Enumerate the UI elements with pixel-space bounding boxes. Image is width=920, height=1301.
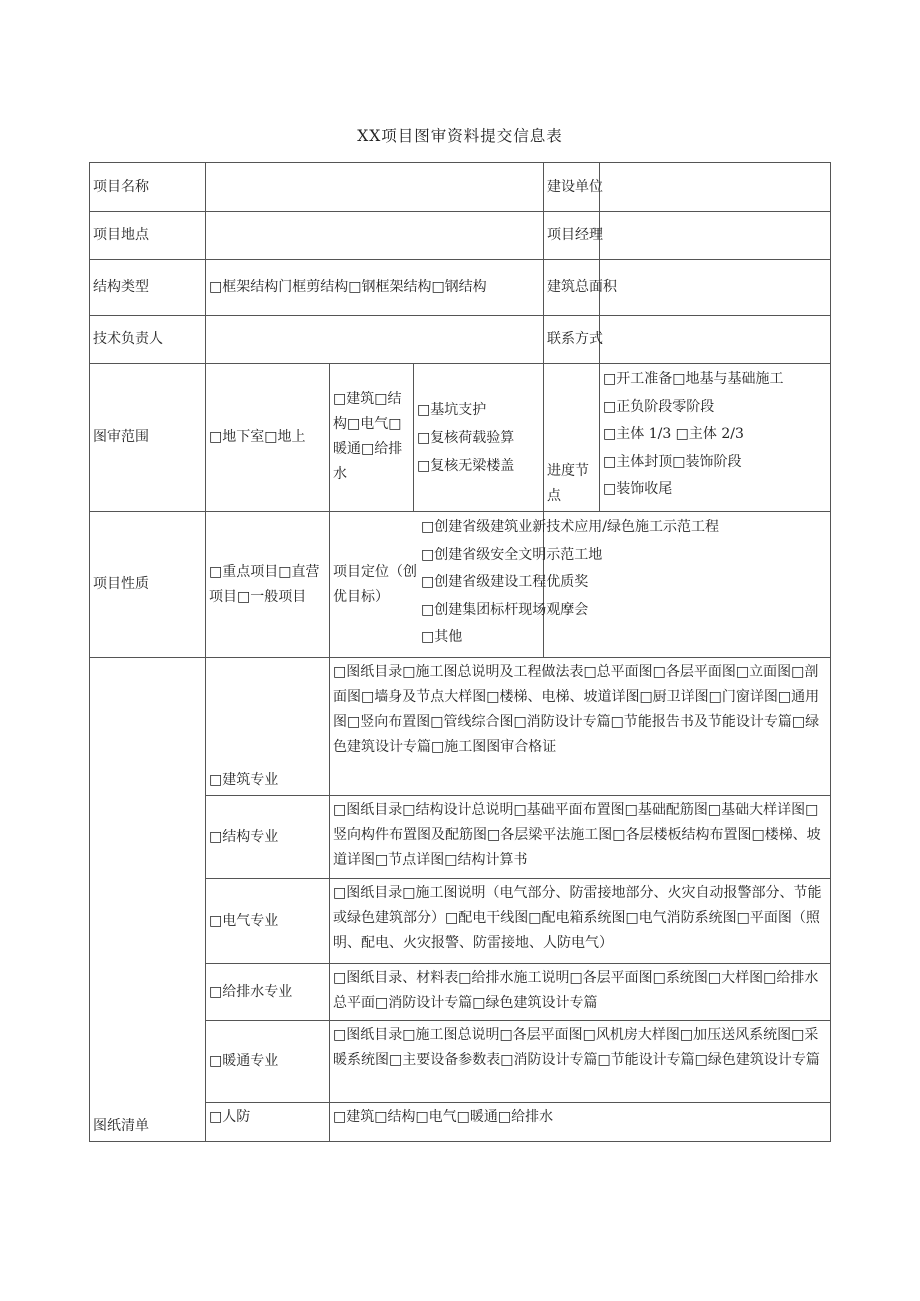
review-item[interactable]: □基坑支护 <box>417 401 487 418</box>
row-structure-type <box>90 260 831 316</box>
page-title: XX项目图审资料提交信息表 <box>357 127 563 145</box>
specialty-content: □图纸目录□施工图说明（电气部分、防雷接地部分、火灾自动报警部分、节能或绿色建筑部分）□配电干线图□配电箱系统图□电气消防系统图□平面图（照明、配电、火灾报警、防雷接地、人防电气） <box>330 879 831 964</box>
progress-item[interactable]: □正负阶段零阶段 <box>603 398 715 415</box>
structure-type-options[interactable]: □框架结构门框剪结构□钢框架结构□钢结构 <box>206 260 544 316</box>
review-item[interactable]: □复核荷载验算 <box>417 429 515 446</box>
project-location-field[interactable] <box>206 212 544 260</box>
specialty-name[interactable]: □暖通专业 <box>206 1021 330 1103</box>
review-scope-label: 图审范围 <box>90 364 206 512</box>
contact-label: 联系方式 <box>544 316 600 364</box>
specialty-content: □图纸目录□施工图总说明□各层平面图□风机房大样图□加压送风系统图□采暖系统图□主要设备参数表□消防设计专篇□节能设计专篇□绿色建筑设计专篇 <box>330 1021 831 1103</box>
basement-options[interactable]: □地下室□地上 <box>206 364 330 512</box>
project-nature-options[interactable]: □重点项目□直营项目□一般项目 <box>206 512 330 658</box>
project-nature-label: 项目性质 <box>90 512 206 658</box>
specialty-name[interactable]: □结构专业 <box>206 796 330 879</box>
target-item[interactable]: □创建集团标杆现场观摩会 <box>421 601 589 618</box>
structure-type-label: 结构类型 <box>90 260 206 316</box>
progress-item[interactable]: □装饰收尾 <box>603 481 673 497</box>
row-project-nature <box>90 512 831 658</box>
project-manager-label: 项目经理 <box>544 212 600 260</box>
drawing-row <box>90 658 831 796</box>
specialty-name[interactable]: □人防 <box>206 1103 330 1142</box>
progress-label: 进度节点 <box>544 364 600 512</box>
specialty-content: □建筑□结构□电气□暖通□给排水 <box>330 1103 831 1142</box>
specialty-name[interactable]: □电气专业 <box>206 879 330 964</box>
specialty-content: □图纸目录□施工图总说明及工程做法表□总平面图□各层平面图□立面图□剖面图□墙身及节点大样图□楼梯、电梯、坡道详图□厨卫详图□门窗详图□通用图□竖向布置图□管线综合图□消防设计专篇□节能报告书及节能设计专篇□绿色建筑设计专篇□施工图图审合格证 <box>330 658 831 796</box>
target-item[interactable]: □创建省级安全文明示范工地 <box>421 546 603 563</box>
drawings-label: 图纸清单 <box>90 658 206 1142</box>
project-location-label: 项目地点 <box>90 212 206 260</box>
contact-field[interactable] <box>600 316 831 364</box>
target-item[interactable]: □创建省级建设工程优质奖 <box>421 574 589 590</box>
target-options <box>421 512 831 658</box>
row-review-scope <box>90 364 831 512</box>
specialty-name[interactable]: □建筑专业 <box>206 658 330 796</box>
review-items <box>414 364 544 512</box>
info-table <box>89 162 831 1142</box>
construction-unit-field[interactable] <box>600 163 831 212</box>
row-tech-lead <box>90 316 831 364</box>
specialty-name[interactable]: □给排水专业 <box>206 964 330 1021</box>
tech-lead-label: 技术负责人 <box>90 316 206 364</box>
discipline-options[interactable]: □建筑□结构□电气□暖通□给排水 <box>330 364 414 512</box>
progress-item[interactable]: □主体封顶□装饰阶段 <box>603 453 742 470</box>
review-item[interactable]: □复核无梁楼盖 <box>417 457 515 474</box>
construction-unit-label: 建设单位 <box>544 163 600 212</box>
total-area-field[interactable] <box>600 260 831 316</box>
tech-lead-field[interactable] <box>206 316 544 364</box>
specialty-content: □图纸目录、材料表□给排水施工说明□各层平面图□系统图□大样图□给排水总平面□消防设计专篇□绿色建筑设计专篇 <box>330 964 831 1021</box>
total-area-label: 建筑总面积 <box>544 260 600 316</box>
progress-options <box>600 364 831 512</box>
progress-item[interactable]: □主体 1/3 □主体 2/3 <box>603 426 744 442</box>
project-name-field[interactable] <box>206 163 544 212</box>
project-name-label: 项目名称 <box>90 163 206 212</box>
specialty-content: □图纸目录□结构设计总说明□基础平面布置图□基础配筋图□基础大样详图□竖向构件布置图及配筋图□各层梁平法施工图□各层楼板结构布置图□楼梯、坡道详图□节点详图□结构计算书 <box>330 796 831 879</box>
positioning-label: 项目定位（创优目标） <box>330 512 544 658</box>
project-manager-field[interactable] <box>600 212 831 260</box>
target-item[interactable]: □其他 <box>421 629 463 645</box>
row-project-location <box>90 212 831 260</box>
progress-item[interactable]: □开工准备□地基与基础施工 <box>603 371 784 387</box>
target-item[interactable]: □创建省级建筑业新技术应用/绿色施工示范工程 <box>421 519 719 535</box>
row-project-name <box>90 163 831 212</box>
